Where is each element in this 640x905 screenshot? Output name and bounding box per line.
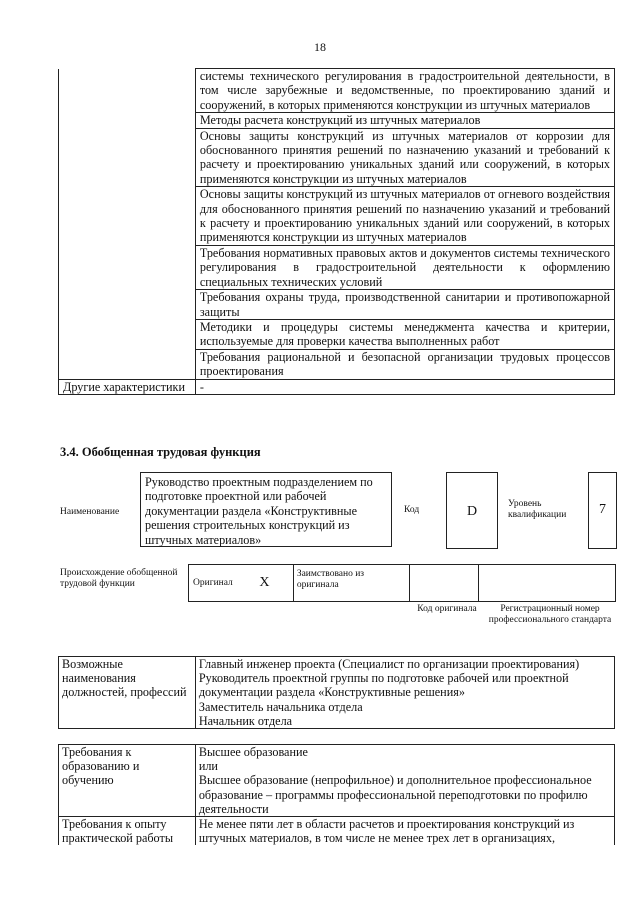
positions-label: Возможные наименования должностей, профессий	[59, 657, 196, 729]
origin-borrowed: Заимствовано из оригинала	[293, 565, 409, 602]
section-title: 3.4. Обобщенная трудовая функция	[60, 445, 261, 459]
education-list	[195, 745, 614, 817]
origin-label: Происхождение обобщенной трудовой функции	[60, 568, 178, 589]
reg-caption: Регистрационный номер профессионального стандарта	[488, 604, 612, 625]
level-value: 7	[599, 502, 606, 517]
origin-table	[188, 564, 616, 602]
page-number: 18	[314, 40, 326, 54]
knowledge-row: Основы защиты конструкций из штучных материалов от огневого воздействия для обоснованного принятия решений по назначению указаний и требований к расчету и проектированию уникальных зданий или сооружений, в которых применяются конструкции из штучных материалов	[195, 187, 614, 246]
education-line: или	[198, 759, 218, 774]
knowledge-row: системы технического регулирования в градостроительной деятельности, в том числе зарубежные и ведомственные, по проектированию зданий и сооружений, в которых применяются конструкции из штучных материалов	[195, 69, 614, 113]
other-value: -	[195, 379, 614, 394]
level-box	[588, 472, 617, 549]
knowledge-row: Методики и процедуры системы менеджмента качества и критерии, используемые для проверки качества выполненных работ	[195, 319, 614, 349]
knowledge-label-cell	[59, 69, 196, 380]
knowledge-row: Требования рациональной и безопасной организации трудовых процессов проектирования	[195, 349, 614, 379]
origin-mark: X	[258, 565, 293, 602]
education-label: Требования к образованию и обучению	[59, 745, 196, 817]
experience-label: Требования к опыту практической работы	[59, 817, 196, 846]
experience-value: Не менее пяти лет в области расчетов и проектирования конструкций из штучных материалов, в том числе не менее трех лет в организациях,	[195, 817, 614, 846]
education-line: Высшее образование	[198, 745, 308, 759]
position-item: Заместитель начальника отдела	[198, 699, 363, 714]
knowledge-row: Требования охраны труда, производственной санитарии и противопожарной защиты	[195, 290, 614, 320]
position-item: Главный инженер проекта (Специалист по организации проектирования)	[198, 657, 580, 671]
other-label: Другие характеристики	[59, 379, 196, 394]
code-value: D	[466, 504, 478, 519]
code-caption: Код оригинала	[417, 604, 477, 614]
knowledge-row: Основы защиты конструкций из штучных материалов от коррозии для обоснованного принятия решений по назначению указаний и требований к расчету и проектированию уникальных зданий или сооружений, в которых применяются конструкции из штучных материалов	[195, 128, 614, 187]
level-label: Уровень квалификации	[508, 499, 567, 520]
position-item: Начальник отдела	[198, 713, 293, 728]
positions-table	[58, 656, 615, 729]
knowledge-row: Требования нормативных правовых актов и документов системы технического регулирования в градостроительной деятельности к оформлению специальных технических условий	[195, 245, 614, 289]
knowledge-table	[58, 68, 615, 395]
knowledge-row: Методы расчета конструкций из штучных материалов	[195, 113, 614, 128]
name-value: Руководство проектным подразделением по подготовке проектной или рабочей документации раздела «Конструктивные решения строительных конструкций из штучных материалов»	[140, 472, 392, 547]
positions-list	[195, 657, 614, 729]
education-line: Высшее образование (непрофильное) и дополнительное профессиональное образование – программы профессиональной переподготовки по профилю деятельности	[198, 773, 592, 816]
code-box	[446, 472, 498, 549]
position-item: Руководитель проектной группы по подготовке рабочей или проектной документации раздела «Конструктивные решения»	[198, 671, 569, 700]
origin-original: Оригинал	[189, 565, 259, 602]
origin-code-cell	[409, 565, 479, 602]
requirements-table	[58, 744, 615, 845]
name-label: Наименование	[60, 507, 120, 517]
code-label: Код	[404, 505, 420, 515]
origin-reg-cell	[479, 565, 616, 602]
